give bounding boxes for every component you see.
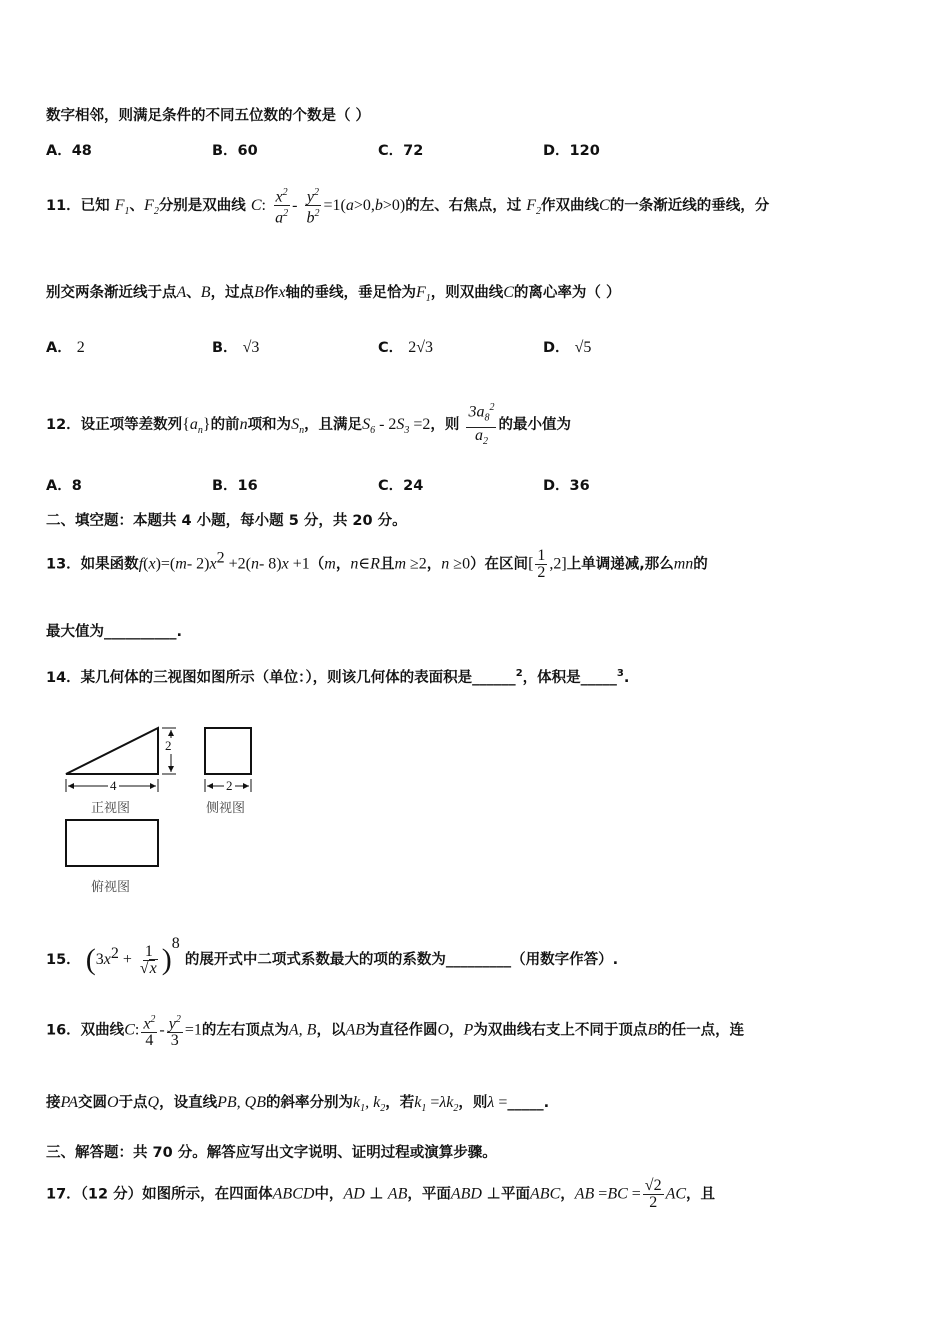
- q12-option-a: A．8: [46, 478, 82, 494]
- q11-option-d: D． √5: [543, 339, 592, 356]
- label-top-view: 俯视图: [91, 880, 131, 895]
- q10-tail: 数字相邻，则满足条件的不同五位数的个数是（ ）: [46, 108, 371, 124]
- top-view-shape: [66, 820, 158, 866]
- label-side-view: 侧视图: [206, 801, 246, 816]
- section-3-heading: 三、解答题：共 70 分。解答应写出文字说明、证明过程或演算步骤。: [46, 1145, 497, 1161]
- q12-line: 12．设正项等差数列$\{a_n\}$的前n项和为$S_n$，且满足$S_6 - 2S_3 =2$，则 $\frac{3a_8^2}{a_2}$ 的最小值为: [46, 402, 571, 447]
- q16-line1: 16．双曲线C: $\frac{x^2}{4}$ - $\frac{y^2}{3}$ =1的左右顶点为A, B，以AB为直径作圆O，P为双曲线右支上不同于顶点B的任一点，连: [46, 1014, 745, 1050]
- section-2-heading: 二、填空题：本题共 4 小题，每小题 5 分，共 20 分。: [46, 513, 407, 529]
- q10-option-d: D．120: [543, 143, 600, 159]
- dim-width-4: 4: [110, 778, 117, 793]
- q11-option-b: B． √3: [212, 339, 260, 356]
- q13-line1: 13．如果函数f(x)=(m- $2)x^2 +2(n-$ 8)x +1（m，n∈R且m ≥2，n ≥0）在区间[ $\frac{1}{2}$ ,2]上单调递减,那么mn的: [46, 547, 708, 581]
- dim-side-2: 2: [226, 778, 233, 793]
- q11-option-a: A． 2: [46, 339, 85, 356]
- label-front-view: 正视图: [91, 801, 131, 816]
- q10-option-b: B．60: [212, 143, 258, 159]
- q16-line2: 接PA交圆O于点Q，设直线PB, QB的斜率分别为$k_1$, $k_2$，若$k_1 =\lambda k_2$，则λ =_____.: [46, 1094, 550, 1115]
- q15-line: 15． ($3x^2$ + $\frac{1}{√x}$ )$^8$ 的展开式中二项式系数最大的项的系数为_________（用数字作答）.: [46, 935, 619, 977]
- q17-line: 17．（12 分）如图所示，在四面体ABCD中，AD ⊥ AB，平面ABD ⊥平面ABC，AB =BC = $\frac{√2}{2}$ AC，且: [46, 1177, 716, 1211]
- q10-option-c: C．72: [378, 143, 424, 159]
- q11-option-c: C． 2√3: [378, 339, 433, 356]
- side-view-shape: [205, 728, 251, 774]
- dim-height-2: 2: [165, 738, 172, 753]
- q11-line2: 别交两条渐近线于点A、B，过点B作x轴的垂线，垂足恰为$F_1$，则双曲线C的离心率为（ ）: [46, 284, 621, 305]
- q12-option-d: D．36: [543, 478, 590, 494]
- q13-line2: 最大值为__________.: [46, 624, 183, 640]
- q10-option-a: A．48: [46, 143, 92, 159]
- q14-line: 14．某几何体的三视图如图所示（单位：），则该几何体的表面积是______$^2$，体积是_____$^3$.: [46, 668, 630, 686]
- q12-option-b: B．16: [212, 478, 258, 494]
- front-view-shape: [66, 728, 158, 774]
- q11-line1: 11．已知 $F_1$、$F_2$分别是双曲线 C: $\frac{x^2}{a^2}$ - $\frac{y^2}{b^2}$ =1(a>0,b>0)的左、右焦点，过 $F_2$作双曲线C的一条渐近线的垂线，分: [46, 187, 770, 227]
- q12-option-c: C．24: [378, 478, 424, 494]
